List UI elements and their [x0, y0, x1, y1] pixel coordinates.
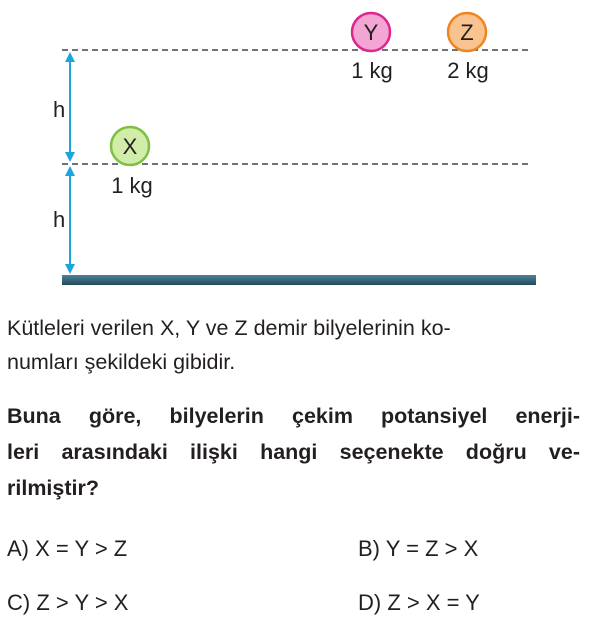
ball-x-mass: 1 kg	[111, 173, 153, 198]
ball-z-mass: 2 kg	[447, 58, 489, 83]
ground	[62, 275, 536, 285]
question-line-1: Buna göre, bilyelerin çekim potansiyel enerji-	[7, 404, 580, 428]
height-label-upper: h	[53, 97, 66, 122]
ball-y-letter: Y	[363, 20, 379, 45]
stem-text-line-2: numları şekildeki gibidir.	[7, 350, 236, 374]
option-d[interactable]: D) Z > X = Y	[358, 590, 480, 615]
option-b[interactable]: B) Y = Z > X	[358, 536, 479, 561]
question-line-3: rilmiştir?	[7, 476, 99, 500]
option-c[interactable]: C) Z > Y > X	[7, 590, 129, 615]
ball-x	[111, 127, 149, 165]
ball-z-letter: Z	[460, 20, 474, 45]
stem-text-line-1: Kütleleri verilen X, Y ve Z demir bilyelerinin ko-	[7, 316, 451, 340]
physics-diagram	[0, 0, 591, 300]
ball-x-letter: X	[122, 134, 138, 159]
question-line-2: leri arasındaki ilişki hangi seçenekte doğru ve-	[7, 440, 580, 464]
ball-y	[352, 13, 390, 51]
ball-y-mass: 1 kg	[351, 58, 393, 83]
option-a[interactable]: A) X = Y > Z	[7, 536, 128, 561]
ball-z	[448, 13, 486, 51]
height-label-lower: h	[53, 207, 66, 232]
height-arrow-upper	[65, 52, 75, 162]
height-arrow-lower	[65, 166, 75, 274]
